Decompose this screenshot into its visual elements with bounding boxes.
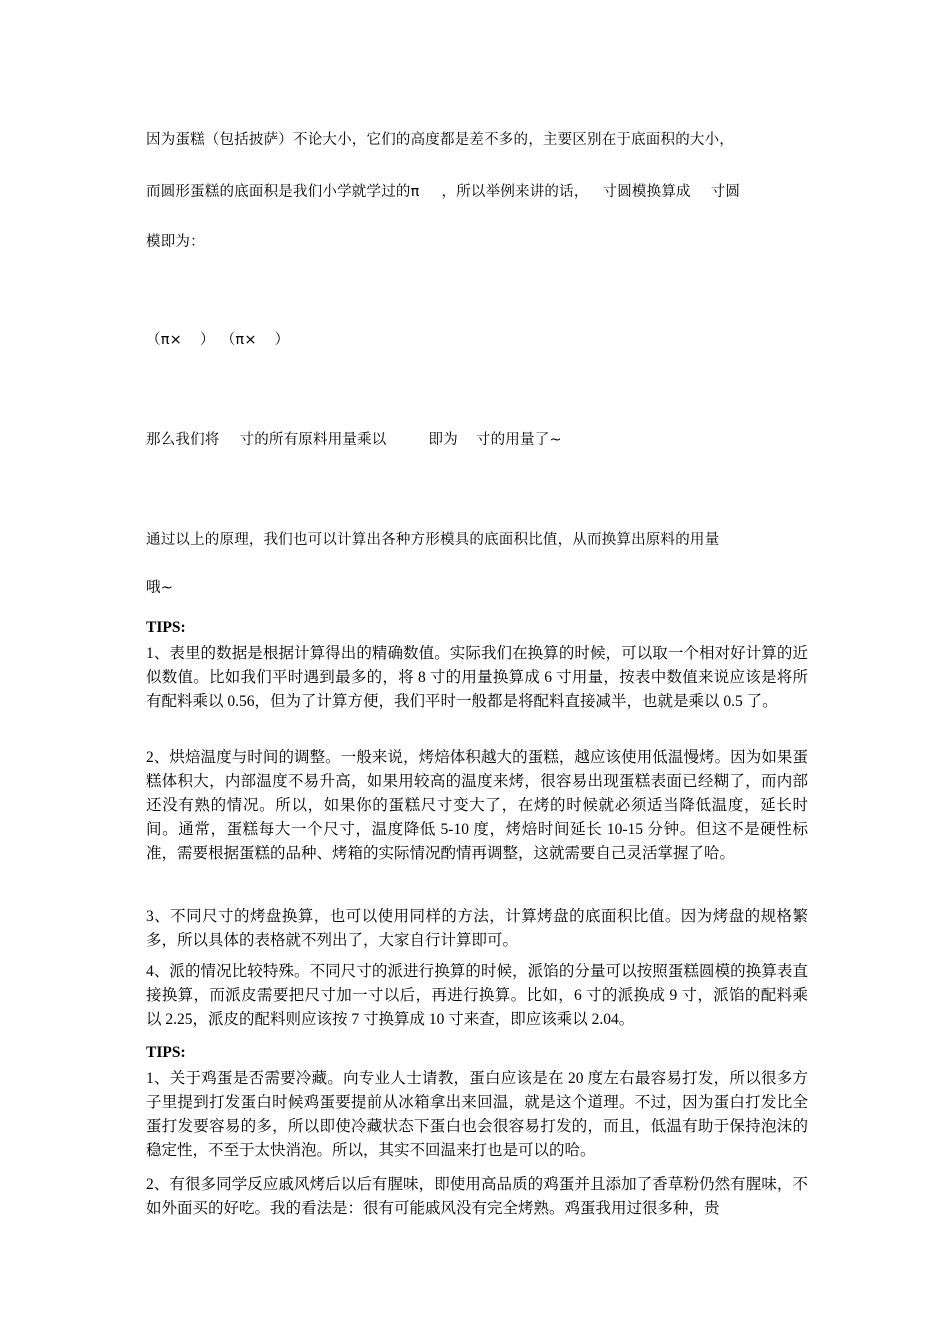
- tips1-item-3: 3、不同尺寸的烤盘换算，也可以使用同样的方法，计算烤盘的底面积比值。因为烤盘的规格繁多，所以具体的表格就不列出了，大家自行计算即可。: [146, 908, 808, 949]
- intro-line-1: 因为蛋糕（包括披萨）不论大小，它们的高度都是差不多的，主要区别在于底面积的大小，: [146, 132, 734, 148]
- multiply-line: [146, 428, 562, 449]
- formula-part1-open: （π×: [146, 332, 182, 348]
- tips1-item-2: 2、烘焙温度与时间的调整。一般来说，烤焙体积越大的蛋糕，越应该使用低温慢烤。因为如果蛋糕体积大，内部温度不易升高，如果用较高的温度来烤，很容易出现蛋糕表面已经糊了，而内部还没有熟的情况。所以，如果你的蛋糕尺寸变大了，在烤的时候就必须适当降低温度，延长时间。通常，蛋糕每大一个尺寸，温度降低 5-10 度，烤焙时间延长 10-15 分钟。但这不是硬性标准，需要根据蛋糕的品种、烤箱的实际情况酌情再调整，这就需要自己灵活掌握了哈。: [146, 749, 808, 862]
- multiply-d: 寸的用量了~: [475, 432, 562, 448]
- tips2-item-2: 2、有很多同学反应戚风烤后以后有腥味，即使用高品质的鸡蛋并且添加了香草粉仍然有腥味，不如外面买的好吃。我的看法是：很有可能戚风没有完全烤熟。鸡蛋我用过很多种，贵: [146, 1176, 808, 1217]
- intro-line-2-c: 寸圆模换算成: [602, 184, 691, 200]
- principle-line-2: 哦~: [146, 580, 174, 596]
- formula-part2-open: （π×: [220, 332, 257, 348]
- formula-part2-close: ）: [274, 332, 290, 348]
- tips1-item-4: 4、派的情况比较特殊。不同尺寸的派进行换算的时候，派馅的分量可以按照蛋糕圆模的换算表直接换算，而派皮需要把尺寸加一寸以后，再进行换算。比如，6 寸的派换成 9 寸，派馅的配料乘以 2.25，派皮的配料则应该按 7 寸换算成 10 寸来查，即应该乘以 2.04。: [146, 963, 808, 1028]
- intro-line-2-a: 而圆形蛋糕的底面积是我们小学就学过的π: [146, 184, 420, 200]
- intro-line-2-b: ，所以举例来讲的话，: [441, 184, 589, 200]
- multiply-c: 即为: [428, 432, 458, 448]
- tips1-item-1: 1、表里的数据是根据计算得出的精确数值。实际我们在换算的时候，可以取一个相对好计算的近似数值。比如我们平时遇到最多的，将 8 寸的用量换算成 6 寸用量，按表中数值来说应该是将所有配料乘以 0.56，但为了计算方便，我们平时一般都是将配料直接减半，也就是乘以 0.5 了。: [146, 645, 808, 710]
- intro-line-2-d: 寸圆: [710, 184, 741, 200]
- intro-line-3: 模即为：: [146, 234, 205, 250]
- principle-line-1: 通过以上的原理，我们也可以计算出各种方形模具的底面积比值，从而换算出原料的用量: [146, 532, 720, 548]
- intro-line-2: [146, 180, 740, 201]
- tips-heading-2: TIPS:: [146, 1044, 186, 1061]
- formula-line: [146, 328, 289, 349]
- tips-heading-1: TIPS:: [146, 619, 186, 636]
- multiply-b: 寸的所有原料用量乘以: [239, 432, 387, 448]
- tips2-item-1: 1、关于鸡蛋是否需要冷藏。向专业人士请教，蛋白应该是在 20 度左右最容易打发，所以很多方子里提到打发蛋白时候鸡蛋要提前从冰箱拿出来回温，就是这个道理。不过，因为蛋白打发比全蛋打发要容易的多，所以即使冷藏状态下蛋白也会很容易打发的，而且，低温有助于保持泡沫的稳定性，不至于太快消泡。所以，其实不回温来打也是可以的哈。: [146, 1070, 808, 1159]
- formula-part1-close: ）: [199, 332, 215, 348]
- multiply-a: 那么我们将: [146, 432, 220, 448]
